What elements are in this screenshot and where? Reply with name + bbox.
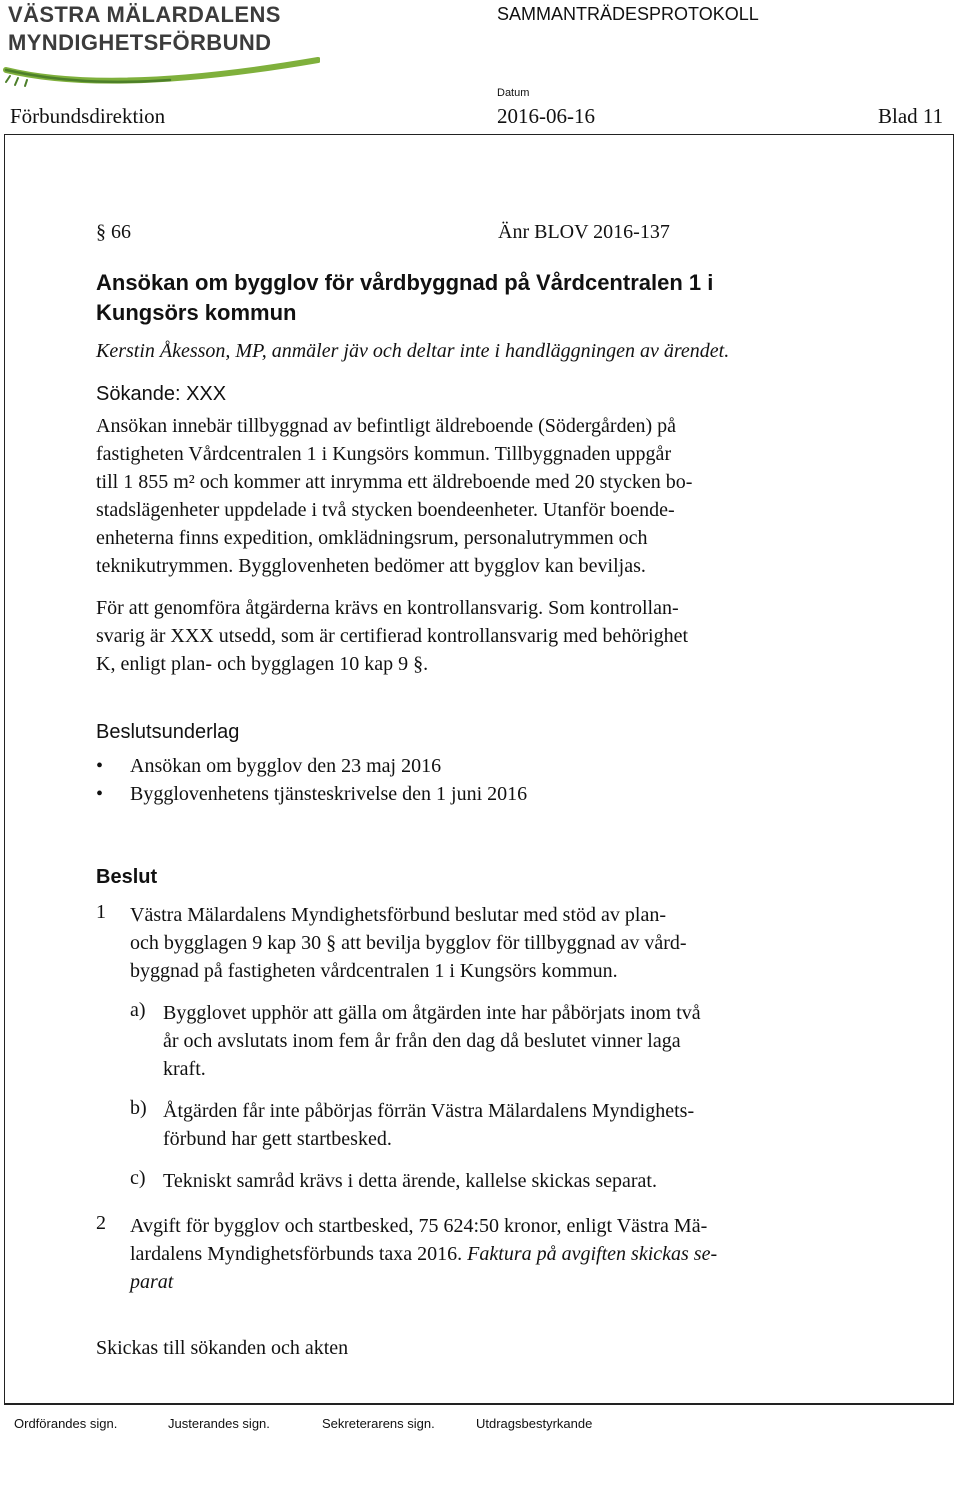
sub-point-b (163, 1097, 694, 1153)
decision-point-number: 2 (96, 1212, 106, 1234)
item-title-line: Kungsörs kommun (96, 300, 297, 325)
case-number: Änr BLOV 2016-137 (498, 221, 670, 243)
sub-point-line: kraft. (163, 1058, 206, 1080)
invoice-note: Faktura på avgiften skickas se- (467, 1243, 718, 1265)
adjuster-signature-label: Justerandes sign. (168, 1416, 270, 1431)
sub-point-label: a) (130, 999, 146, 1021)
decision-line: Avgift för bygglov och startbesked, 75 624:50 kronor, enligt Västra Mä- (130, 1215, 708, 1237)
basis-item: Bygglovenhetens tjänsteskrivelse den 1 juni 2016 (130, 783, 528, 805)
decision-line: och bygglagen 9 kap 30 § att bevilja bygglov för tillbyggnad av vård- (130, 932, 687, 954)
decision-line (130, 1240, 717, 1268)
decision-point-1 (130, 901, 687, 985)
control-line: K, enligt plan- och bygglagen 10 kap 9 §. (96, 653, 429, 675)
org-name-line1: VÄSTRA MÄLARDALENS (8, 2, 281, 27)
secretary-signature-label: Sekreterarens sign. (322, 1416, 435, 1431)
sub-point-label: b) (130, 1097, 147, 1119)
sub-point-line: Tekniskt samråd krävs i detta ärende, kallelse skickas separat. (163, 1170, 657, 1192)
decision-heading: Beslut (96, 866, 158, 888)
document-type: SAMMANTRÄDESPROTOKOLL (497, 4, 759, 24)
page-number: Blad 11 (878, 104, 944, 128)
basis-heading: Beslutsunderlag (96, 721, 240, 743)
description-line: teknikutrymmen. Bygglovenheten bedömer att bygglov kan beviljas. (96, 555, 646, 577)
control-line: För att genomföra åtgärderna krävs en kontrollansvarig. Som kontrollan- (96, 597, 679, 619)
description (96, 412, 692, 580)
decision-line: byggnad på fastigheten vårdcentralen 1 i Kungsörs kommun. (130, 960, 618, 982)
item-title (96, 268, 713, 328)
chair-signature-label: Ordförandes sign. (14, 1416, 118, 1431)
description-line: enheterna finns expedition, omklädningsrum, personalutrymmen och (96, 527, 648, 549)
description-line: fastigheten Vårdcentralen 1 i Kungsörs kommun. Tillbyggnaden uppgår (96, 443, 672, 465)
sub-point-line: förbund har gett startbesked. (163, 1128, 392, 1150)
body-name: Förbundsdirektion (10, 104, 166, 128)
description-line: Ansökan innebär tillbyggnad av befintligt äldreboende (Södergården) på (96, 415, 677, 437)
org-name-line2: MYNDIGHETSFÖRBUND (8, 30, 272, 55)
sub-point-label: c) (130, 1167, 146, 1189)
control-line: svarig är XXX utsedd, som är certifierad kontrollansvarig med behörighet (96, 625, 689, 647)
meeting-date: 2016-06-16 (497, 104, 595, 128)
basis-item: Ansökan om bygglov den 23 maj 2016 (130, 755, 442, 777)
basis-bullet: • (96, 755, 104, 777)
applicant: Sökande: XXX (96, 383, 227, 405)
decision-line: Västra Mälardalens Myndighetsförbund beslutar med stöd av plan- (130, 904, 666, 926)
sub-point-c (163, 1167, 657, 1195)
invoice-note: parat (130, 1271, 174, 1293)
sub-point-line: Bygglovet upphör att gälla om åtgärden inte har påbörjats inom två (163, 1002, 701, 1024)
decision-point-number: 1 (96, 901, 106, 923)
description-line: stadslägenheter uppdelade i två stycken boendeenheter. Utanför boende- (96, 499, 675, 521)
basis-bullet: • (96, 783, 104, 805)
logo-swoosh-icon (0, 56, 320, 88)
description-line: till 1 855 m² och kommer att inrymma ett äldreboende med 20 stycken bo- (96, 471, 693, 493)
sub-point-line: år och avslutats inom fem år från den dag då beslutet vinner laga (163, 1030, 681, 1052)
paragraph-number: § 66 (96, 221, 131, 243)
distribution-note: Skickas till sökanden och akten (96, 1337, 349, 1359)
control-responsible (96, 594, 688, 678)
decision-point-2 (130, 1212, 717, 1296)
footer-divider (4, 1404, 954, 1405)
decision-text: lardalens Myndighetsförbunds taxa 2016. (130, 1243, 468, 1265)
item-title-line: Ansökan om bygglov för vårdbyggnad på Vårdcentralen 1 i (96, 270, 714, 295)
sub-point-line: Åtgärden får inte påbörjas förrän Västra Mälardalens Myndighets- (163, 1100, 695, 1122)
conflict-note: Kerstin Åkesson, MP, anmäler jäv och deltar inte i handläggningen av ärendet. (96, 340, 730, 362)
extract-certification-label: Utdragsbestyrkande (476, 1416, 593, 1431)
sub-point-a (163, 999, 701, 1083)
date-label: Datum (497, 87, 530, 99)
